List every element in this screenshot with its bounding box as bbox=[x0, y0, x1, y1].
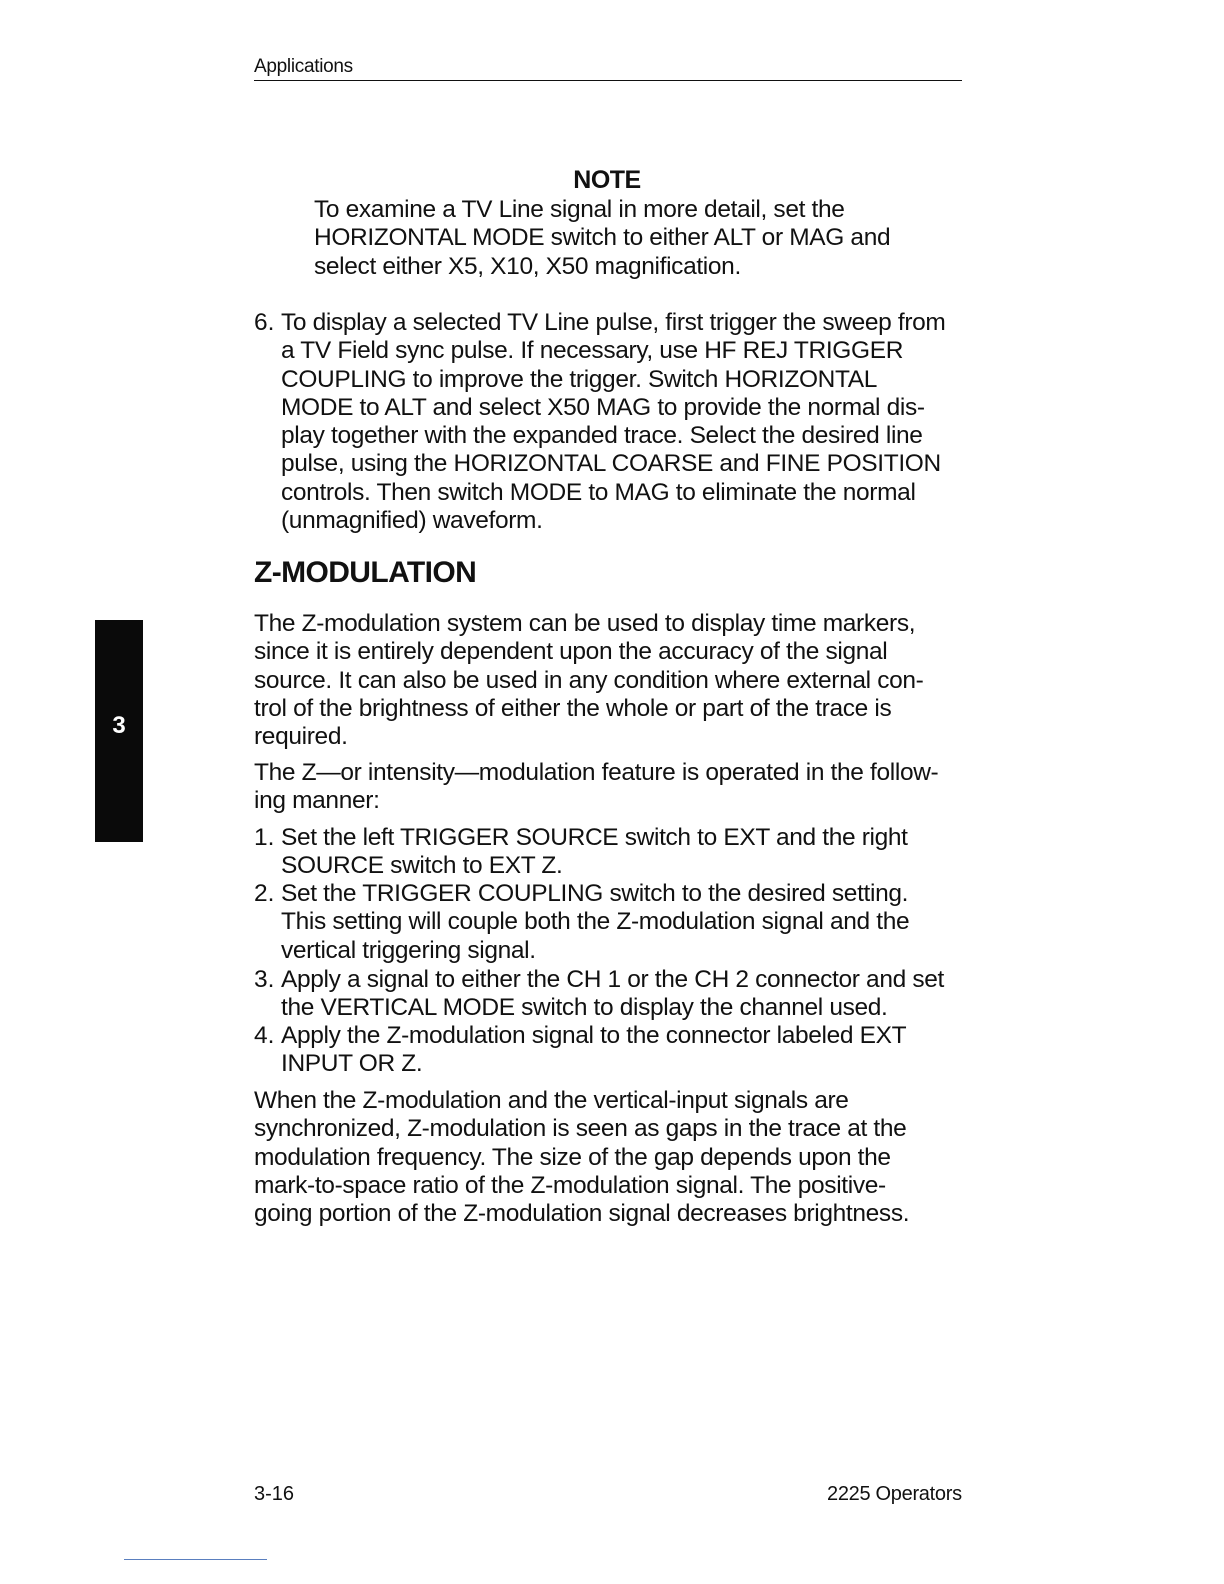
step-1-text bbox=[281, 824, 971, 881]
step-line: a TV Field sync pulse. If necessary, use HF REJ TRIGGER bbox=[281, 337, 904, 365]
step-4-number: 4. bbox=[254, 1022, 275, 1049]
note-line: select either X5, X10, X50 magnification. bbox=[314, 252, 741, 280]
document-title: 2225 Operators bbox=[827, 1483, 962, 1505]
step-6-number: 6. bbox=[254, 309, 275, 336]
step-line: (unmagnified) waveform. bbox=[281, 507, 543, 535]
step-line: vertical triggering signal. bbox=[281, 936, 536, 964]
note-body bbox=[314, 196, 914, 281]
intro-line: source. It can also be used in any condition where external con- bbox=[254, 666, 924, 694]
running-header: Applications bbox=[254, 56, 353, 77]
step-line: Apply the Z-modulation signal to the connector labeled EXT bbox=[281, 1022, 907, 1049]
intro-line: required. bbox=[254, 723, 348, 751]
step-line: MODE to ALT and select X50 MAG to provide the normal dis- bbox=[281, 393, 925, 421]
closing-line: modulation frequency. The size of the gap depends upon the bbox=[254, 1143, 891, 1171]
closing-line: going portion of the Z-modulation signal decreases brightness. bbox=[254, 1200, 910, 1228]
step-line: pulse, using the HORIZONTAL COARSE and FINE POSITION bbox=[281, 450, 941, 478]
closing-line: When the Z-modulation and the vertical-input signals are bbox=[254, 1087, 849, 1114]
intro-line: since it is entirely dependent upon the accuracy of the signal bbox=[254, 638, 888, 666]
step-4-text bbox=[281, 1022, 971, 1079]
step-line: COUPLING to improve the trigger. Switch HORIZONTAL bbox=[281, 365, 878, 393]
step-3-text bbox=[281, 966, 971, 1023]
step-line: SOURCE switch to EXT Z. bbox=[281, 852, 563, 880]
step-line: Set the left TRIGGER SOURCE switch to EXT and the right bbox=[281, 824, 908, 851]
scan-edge-line bbox=[124, 1559, 267, 1560]
step-line: play together with the expanded trace. Select the desired line bbox=[281, 422, 923, 450]
step-2-number: 2. bbox=[254, 880, 275, 907]
closing-paragraph bbox=[254, 1087, 964, 1228]
intro-line: trol of the brightness of either the whole or part of the trace is bbox=[254, 694, 892, 722]
section-heading: Z-MODULATION bbox=[254, 556, 477, 589]
closing-line: mark-to-space ratio of the Z-modulation signal. The positive- bbox=[254, 1171, 886, 1199]
chapter-tab-label: 3 bbox=[112, 712, 126, 739]
step-line: Apply a signal to either the CH 1 or the CH 2 connector and set bbox=[281, 966, 944, 993]
manner-paragraph bbox=[254, 759, 964, 816]
step-line: INPUT OR Z. bbox=[281, 1050, 423, 1078]
step-1-number: 1. bbox=[254, 824, 275, 851]
page-number: 3-16 bbox=[254, 1483, 295, 1505]
step-line: controls. Then switch MODE to MAG to eliminate the normal bbox=[281, 478, 916, 506]
intro-paragraph bbox=[254, 610, 964, 751]
note-line: To examine a TV Line signal in more detail, set the bbox=[314, 196, 845, 223]
step-line: To display a selected TV Line pulse, first trigger the sweep from bbox=[281, 309, 946, 336]
intro-line: The Z-modulation system can be used to display time markers, bbox=[254, 610, 916, 637]
step-line: This setting will couple both the Z-modulation signal and the bbox=[281, 908, 910, 936]
step-2-text bbox=[281, 880, 971, 965]
step-6-text bbox=[281, 309, 971, 535]
manner-line: The Z—or intensity—modulation feature is operated in the follow- bbox=[254, 759, 939, 786]
step-line: the VERTICAL MODE switch to display the channel used. bbox=[281, 994, 888, 1022]
step-3-number: 3. bbox=[254, 966, 275, 993]
header-rule bbox=[254, 80, 962, 81]
chapter-tab bbox=[95, 620, 143, 842]
note-title: NOTE bbox=[573, 166, 641, 194]
manner-line: ing manner: bbox=[254, 787, 380, 815]
closing-line: synchronized, Z-modulation is seen as gaps in the trace at the bbox=[254, 1115, 907, 1143]
note-line: HORIZONTAL MODE switch to either ALT or MAG and bbox=[314, 224, 891, 252]
step-line: Set the TRIGGER COUPLING switch to the desired setting. bbox=[281, 880, 909, 907]
